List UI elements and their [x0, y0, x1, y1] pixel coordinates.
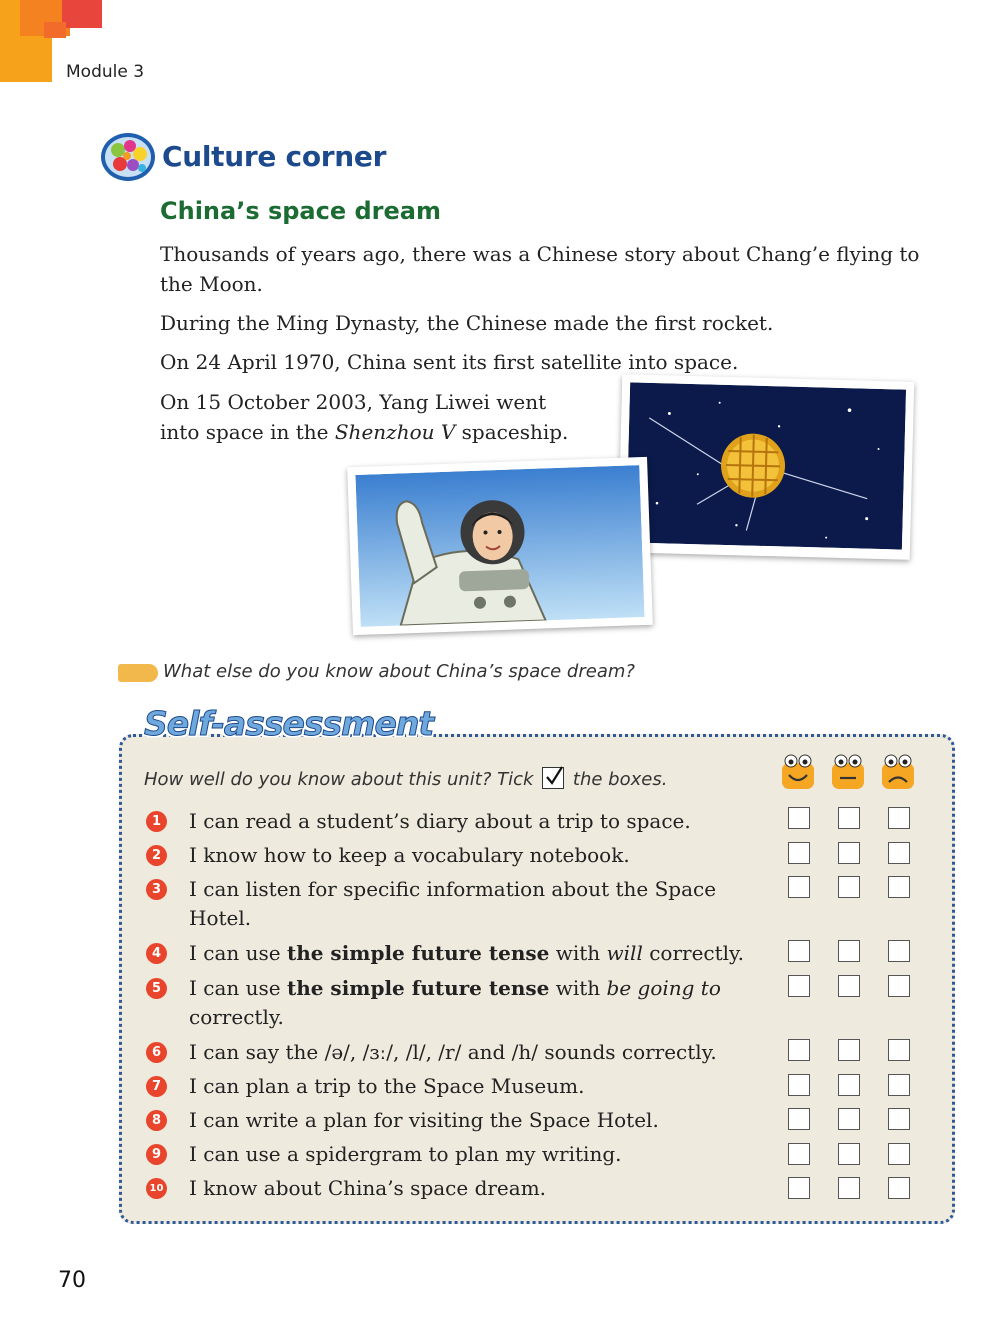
- checkbox-row1-poor[interactable]: [888, 807, 910, 829]
- checkbox-row1-ok[interactable]: [838, 807, 860, 829]
- item-text: I can read a student’s diary about a trip to space.: [189, 809, 691, 833]
- globe-icon: [100, 132, 156, 182]
- module-label: Module 3: [66, 62, 145, 82]
- checkbox-row10-ok[interactable]: [838, 1177, 860, 1199]
- neutral-face-icon: [830, 753, 866, 791]
- list-item: [144, 875, 764, 933]
- paragraph-yang-liwei-end: spaceship.: [461, 420, 569, 444]
- satellite-image: [626, 382, 906, 549]
- paragraph-satellite: On 24 April 1970, China sent its first satellite into space.: [160, 350, 739, 374]
- checkbox-row8-ok[interactable]: [838, 1108, 860, 1130]
- checkbox-row7-poor[interactable]: [888, 1074, 910, 1096]
- checkbox-row2-poor[interactable]: [888, 842, 910, 864]
- checkbox-row9-poor[interactable]: [888, 1143, 910, 1165]
- checkbox-row10-good[interactable]: [788, 1177, 810, 1199]
- list-item: [144, 1038, 764, 1067]
- list-item: [144, 1106, 764, 1135]
- discussion-question: What else do you know about China’s space dream?: [163, 661, 635, 682]
- item-number: 6: [146, 1042, 167, 1063]
- checkbox-row6-poor[interactable]: [888, 1039, 910, 1061]
- item-number: 3: [146, 879, 167, 900]
- checkbox-row8-good[interactable]: [788, 1108, 810, 1130]
- item-number: 7: [146, 1076, 167, 1097]
- item-text: I can write a plan for visiting the Space Hotel.: [189, 1108, 659, 1132]
- item-number: 2: [146, 845, 167, 866]
- sad-face-icon: [880, 753, 916, 791]
- checkbox-row9-good[interactable]: [788, 1143, 810, 1165]
- checkbox-row9-ok[interactable]: [838, 1143, 860, 1165]
- list-item: [144, 841, 764, 870]
- checkmark-icon: [542, 767, 564, 789]
- item-number: 9: [146, 1144, 167, 1165]
- checkbox-row4-ok[interactable]: [838, 940, 860, 962]
- item-text: I can use the simple future tense with will correctly.: [189, 941, 745, 965]
- checkbox-row8-poor[interactable]: [888, 1108, 910, 1130]
- instruction-text-a: How well do you know about this unit? Tick: [144, 769, 534, 790]
- paragraph-yang-liwei-line1: On 15 October 2003, Yang Liwei went: [160, 390, 547, 414]
- paragraph-chang-e: Thousands of years ago, there was a Chinese story about Chang’e flying to the Moon.: [160, 242, 920, 296]
- item-number: 10: [146, 1178, 167, 1199]
- item-number: 5: [146, 978, 167, 999]
- item-number: 4: [146, 943, 167, 964]
- checkbox-row6-ok[interactable]: [838, 1039, 860, 1061]
- list-item: [144, 939, 764, 968]
- checkbox-row7-good[interactable]: [788, 1074, 810, 1096]
- page-number: 70: [58, 1268, 86, 1293]
- checkbox-row3-poor[interactable]: [888, 876, 910, 898]
- checkbox-row4-good[interactable]: [788, 940, 810, 962]
- satellite-photo: [618, 374, 915, 560]
- checkbox-row3-good[interactable]: [788, 876, 810, 898]
- item-text: I can plan a trip to the Space Museum.: [189, 1074, 585, 1098]
- item-text: I know how to keep a vocabulary notebook.: [189, 843, 630, 867]
- checkbox-row6-good[interactable]: [788, 1039, 810, 1061]
- paragraph-ming-rocket: During the Ming Dynasty, the Chinese made the first rocket.: [160, 311, 774, 335]
- list-item: [144, 807, 764, 836]
- checkbox-row1-good[interactable]: [788, 807, 810, 829]
- question-tag-icon: [118, 664, 158, 682]
- checkbox-row5-good[interactable]: [788, 975, 810, 997]
- item-text: I can say the /ə/, /ɜː/, /l/, /r/ and /h/ sounds correctly.: [189, 1040, 717, 1064]
- item-number: 1: [146, 811, 167, 832]
- checkbox-row2-ok[interactable]: [838, 842, 860, 864]
- article-title: China’s space dream: [160, 197, 441, 225]
- checkbox-row5-ok[interactable]: [838, 975, 860, 997]
- checkbox-row4-poor[interactable]: [888, 940, 910, 962]
- item-text: I can use the simple future tense with be going to correctly.: [189, 976, 721, 1029]
- self-assessment-title: Self-assessment: [144, 704, 434, 743]
- instruction-text-b: the boxes.: [572, 769, 668, 790]
- astronaut-image: [355, 465, 644, 627]
- spaceship-name: Shenzhou V: [334, 420, 456, 444]
- list-item: [144, 974, 764, 1032]
- item-text: I can use a spidergram to plan my writing.: [189, 1142, 622, 1166]
- checkbox-row2-good[interactable]: [788, 842, 810, 864]
- item-text: I can listen for specific information about the Space Hotel.: [189, 877, 717, 930]
- list-item: [144, 1072, 764, 1101]
- section-title: Culture corner: [162, 140, 387, 173]
- paragraph-yang-liwei-line2: into space in the: [160, 420, 329, 444]
- astronaut-photo: [347, 457, 653, 635]
- item-number: 8: [146, 1110, 167, 1131]
- list-item: [144, 1140, 764, 1169]
- paragraph-yang-liwei: [160, 387, 620, 447]
- checkbox-row5-poor[interactable]: [888, 975, 910, 997]
- checkbox-row10-poor[interactable]: [888, 1177, 910, 1199]
- checkbox-row7-ok[interactable]: [838, 1074, 860, 1096]
- self-assessment-list: [144, 807, 764, 1203]
- happy-face-icon: [780, 753, 816, 791]
- item-text: I know about China’s space dream.: [189, 1176, 547, 1200]
- checkbox-row3-ok[interactable]: [838, 876, 860, 898]
- list-item: [144, 1174, 764, 1203]
- self-assessment-instruction: [144, 767, 667, 790]
